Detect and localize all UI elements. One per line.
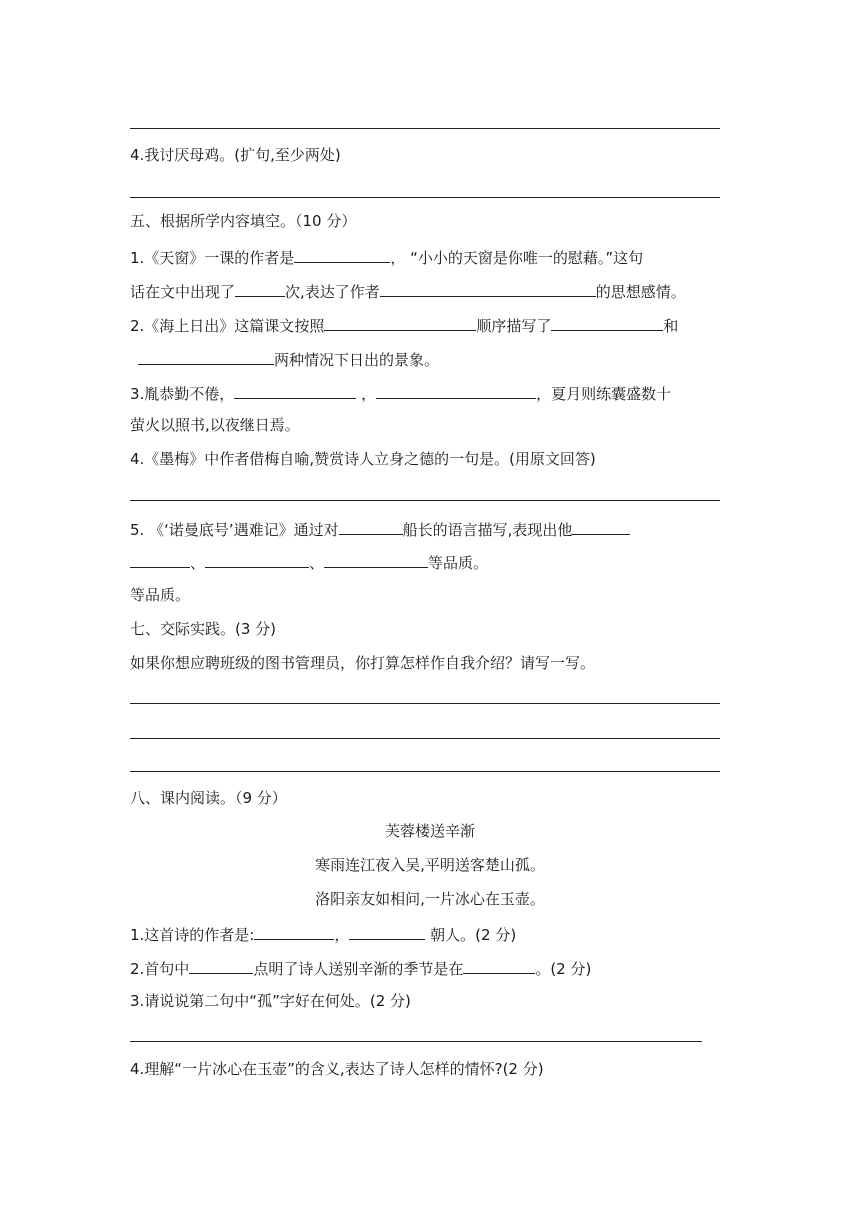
answer-blank[interactable] (324, 550, 428, 568)
s5-q5-line2 (130, 550, 488, 574)
answer-line (130, 128, 720, 129)
s8-q1 (130, 922, 516, 946)
answer-blank[interactable] (551, 313, 663, 331)
text: 顺序描写了 (476, 317, 552, 335)
answer-blank[interactable] (130, 550, 190, 568)
text: 、 (309, 554, 325, 572)
poem-title: 芙蓉楼送辛渐 (384, 822, 475, 840)
s8-q4: 4.理解“一片冰心在玉壶”的含义,表达了诗人怎样的情怀?(2 分) (130, 1060, 544, 1078)
answer-blank[interactable] (235, 279, 285, 297)
text: ， (334, 926, 350, 944)
answer-blank[interactable] (339, 517, 403, 535)
text: 2.《海上日出》这篇课文按照 (130, 317, 325, 335)
s5-q2-line2 (130, 347, 439, 371)
text: 和 (663, 317, 679, 335)
text: 3.胤恭勤不倦， (130, 385, 235, 403)
answer-blank[interactable] (349, 922, 425, 940)
answer-blank[interactable] (189, 956, 253, 974)
poem-line-1: 寒雨连江夜入吴,平明送客楚山孤。 (315, 856, 545, 874)
section-7-title: 七、交际实践。(3 分) (130, 620, 277, 638)
text: 5. 《‘诺曼底号’遇难记》通过对 (130, 521, 339, 539)
answer-line (130, 703, 720, 704)
question-expand-sentence: 4.我讨厌母鸡。(扩句,至少两处) (130, 146, 341, 164)
text: 次,表达了作者 (285, 283, 380, 301)
answer-line (130, 771, 720, 772)
poem-line-2: 洛阳亲友如相问,一片冰心在玉壶。 (315, 890, 545, 908)
s8-q3: 3.请说说第二句中“孤”字好在何处。(2 分) (130, 992, 411, 1010)
answer-blank[interactable] (254, 922, 334, 940)
s5-q5-line1 (130, 517, 630, 541)
s5-q5-line3: 等品质。 (130, 586, 191, 604)
s5-q2-line1 (130, 313, 678, 337)
text: 1.这首诗的作者是: (130, 926, 255, 944)
answer-blank[interactable] (294, 245, 390, 263)
answer-blank[interactable] (138, 347, 274, 365)
text: 等品质。 (428, 554, 489, 572)
text: 点明了诗人送别辛渐的季节是在 (253, 960, 464, 978)
text: ，夏月则练囊盛数十 (536, 385, 672, 403)
text: 船长的语言描写,表现出他 (402, 521, 573, 539)
text: 1.《天窗》一课的作者是 (130, 249, 295, 267)
answer-blank[interactable] (572, 517, 630, 535)
answer-blank[interactable] (324, 313, 476, 331)
answer-line (130, 500, 720, 501)
s5-q4: 4.《墨梅》中作者借梅自喻,赞赏诗人立身之德的一句是。(用原文回答) (130, 450, 596, 468)
s7-prompt: 如果你想应聘班级的图书管理员，你打算怎样作自我介绍？请写一写。 (130, 654, 596, 672)
s8-q2 (130, 956, 591, 980)
s5-q1-line1 (130, 245, 643, 269)
answer-line (130, 738, 720, 739)
text: ， (356, 385, 377, 403)
s5-q3-line2: 萤火以照书,以夜继日焉。 (130, 416, 300, 434)
s5-q1-line2 (130, 279, 686, 303)
answer-line (130, 1041, 702, 1042)
text: 、 (190, 554, 206, 572)
section-8-title: 八、课内阅读。（9 分） (130, 789, 287, 807)
text: ， “小小的天窗是你唯一的慰藉。”这句 (390, 249, 644, 267)
text: 的思想感情。 (595, 283, 686, 301)
text: 话在文中出现了 (130, 283, 236, 301)
text: 朝人。(2 分) (425, 926, 517, 944)
answer-blank[interactable] (376, 381, 536, 399)
section-5-title: 五、根据所学内容填空。（10 分） (130, 212, 357, 230)
answer-line (130, 197, 720, 198)
s5-q3-line1 (130, 381, 671, 405)
text: 两种情况下日出的景象。 (274, 351, 440, 369)
text: 。(2 分) (535, 960, 592, 978)
answer-blank[interactable] (463, 956, 535, 974)
answer-blank[interactable] (380, 279, 596, 297)
answer-blank[interactable] (234, 381, 356, 399)
text: 2.首句中 (130, 960, 190, 978)
answer-blank[interactable] (205, 550, 309, 568)
